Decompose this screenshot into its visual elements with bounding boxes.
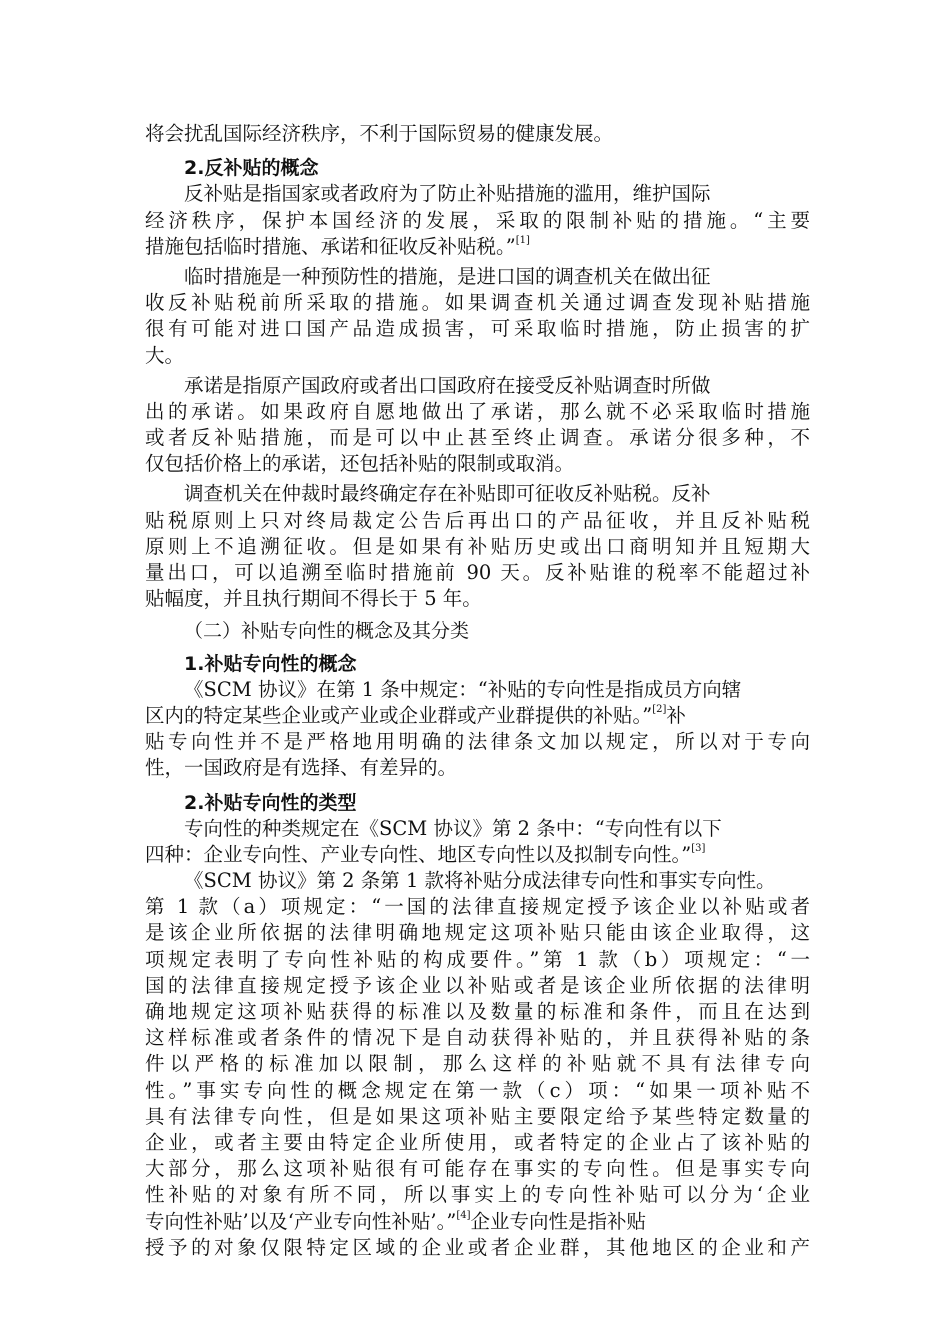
paragraph-line: 原则上不追溯征收。但是如果有补贴历史或出口商明知并且短期大 [145,534,810,558]
paragraph-line: 专向性的种类规定在《SCM 协议》第 2 条中：“专向性有以下 [184,816,722,840]
paragraph-line: 贴幅度，并且执行期间不得长于 5 年。 [145,587,482,611]
paragraph-line [145,703,810,729]
paragraph-line: 授予的对象仅限特定区域的企业或者企业群，其他地区的企业和产 [145,1235,810,1259]
paragraph-line: 经济秩序，保护本国经济的发展，采取的限制补贴的措施。“主要 [145,208,810,232]
paragraph-line: 性补贴的对象有所不同，所以事实上的专向性补贴可以分为‘企业 [145,1183,810,1207]
section-heading: 2.反补贴的概念 [184,157,319,180]
paragraph-line: 《SCM 协议》第 2 条第 1 款将补贴分成法律专向性和事实专向性。 [184,869,776,893]
paragraph-line: 将会扰乱国际经济秩序，不利于国际贸易的健康发展。 [145,122,614,145]
paragraph-line: 出的承诺。如果政府自愿地做出了承诺，那么就不必采取临时措施 [145,399,810,423]
line-text: 补 [666,703,686,727]
paragraph-line: 贴税原则上只对终局裁定公告后再出口的产品征收，并且反补贴税 [145,508,810,532]
paragraph-line: 很有可能对进口国产品造成损害，可采取临时措施，防止损害的扩 [145,317,810,341]
paragraph-line: 贴专向性并不是严格地用明确的法律条文加以规定，所以对于专向 [145,730,810,754]
paragraph-line: 件以严格的标准加以限制，那么这样的补贴就不具有法律专向 [145,1052,810,1076]
paragraph-line: 大部分，那么这项补贴很有可能存在事实的专向性。但是事实专向 [145,1157,810,1181]
citation-ref: [4] [456,1209,471,1221]
paragraph-line: 临时措施是一种预防性的措施，是进口国的调查机关在做出征 [184,264,711,288]
paragraph-line: 确地规定这项补贴获得的标准以及数量的标准和条件，而且在达到 [145,1000,810,1023]
paragraph-line: 企业，或者主要由特定企业所使用，或者特定的企业占了该补贴的 [145,1130,810,1154]
paragraph-line: 性，一国政府是有选择、有差异的。 [145,756,458,780]
paragraph-line: 仅包括价格上的承诺，还包括补贴的限制或取消。 [145,452,575,476]
paragraph-line: 具有法律专向性，但是如果这项补贴主要限定给予某些特定数量的 [145,1104,810,1128]
paragraph-line: 这样标准或者条件的情况下是自动获得补贴的，并且获得补贴的条 [145,1026,810,1050]
document-page [145,121,810,1261]
line-text: 企业专向性是指补贴 [470,1209,647,1233]
paragraph-line: 反补贴是指国家或者政府为了防止补贴措施的滥用，维护国际 [184,182,711,206]
section-heading: 1.补贴专向性的概念 [184,652,357,675]
citation-ref: [2] [652,703,667,715]
line-text: 区内的特定某些企业或产业或企业群或产业群提供的补贴。” [145,703,653,727]
line-text: 专向性补贴’以及‘产业专向性补贴’。” [145,1209,457,1233]
paragraph-line [145,1209,810,1235]
paragraph-line: 性。”事实专向性的概念规定在第一款（c）项：“如果一项补贴不 [145,1078,810,1102]
paragraph-line: 调查机关在仲裁时最终确定存在补贴即可征收反补贴税。反补 [184,482,711,506]
line-text: 措施包括临时措施、承诺和征收反补贴税。” [145,234,516,258]
paragraph-line: 项规定表明了专向性补贴的构成要件。”第 1 款（b）项规定：“一 [145,947,810,971]
paragraph-line: 是该企业所依据的法律明确地规定这项补贴只能由该企业取得，这 [145,921,810,945]
line-text: 四种：企业专向性、产业专向性、地区专向性以及拟制专向性。” [145,842,692,866]
paragraph-line: 《SCM 协议》在第 1 条中规定：“补贴的专向性是指成员方向辖 [184,677,742,701]
citation-ref: [3] [691,842,706,854]
paragraph-line [145,842,810,868]
paragraph-line: 第 1 款（a）项规定：“一国的法律直接规定授予该企业以补贴或者 [145,895,810,919]
paragraph-line: 大。 [145,343,185,367]
subsection-heading: （二）补贴专向性的概念及其分类 [184,620,470,643]
paragraph-line: 承诺是指原产国政府或者出口国政府在接受反补贴调查时所做 [184,373,711,397]
citation-ref: [1] [515,234,530,246]
paragraph-line: 或者反补贴措施，而是可以中止甚至终止调查。承诺分很多种，不 [145,426,810,450]
paragraph-line: 量出口，可以追溯至临时措施前 90 天。反补贴谁的税率不能超过补 [145,561,810,584]
section-heading: 2.补贴专向性的类型 [184,791,357,814]
paragraph-line [145,234,810,260]
paragraph-line: 收反补贴税前所采取的措施。如果调查机关通过调查发现补贴措施 [145,291,810,315]
paragraph-line: 国的法律直接规定授予该企业以补贴或者是该企业所依据的法律明 [145,973,810,997]
